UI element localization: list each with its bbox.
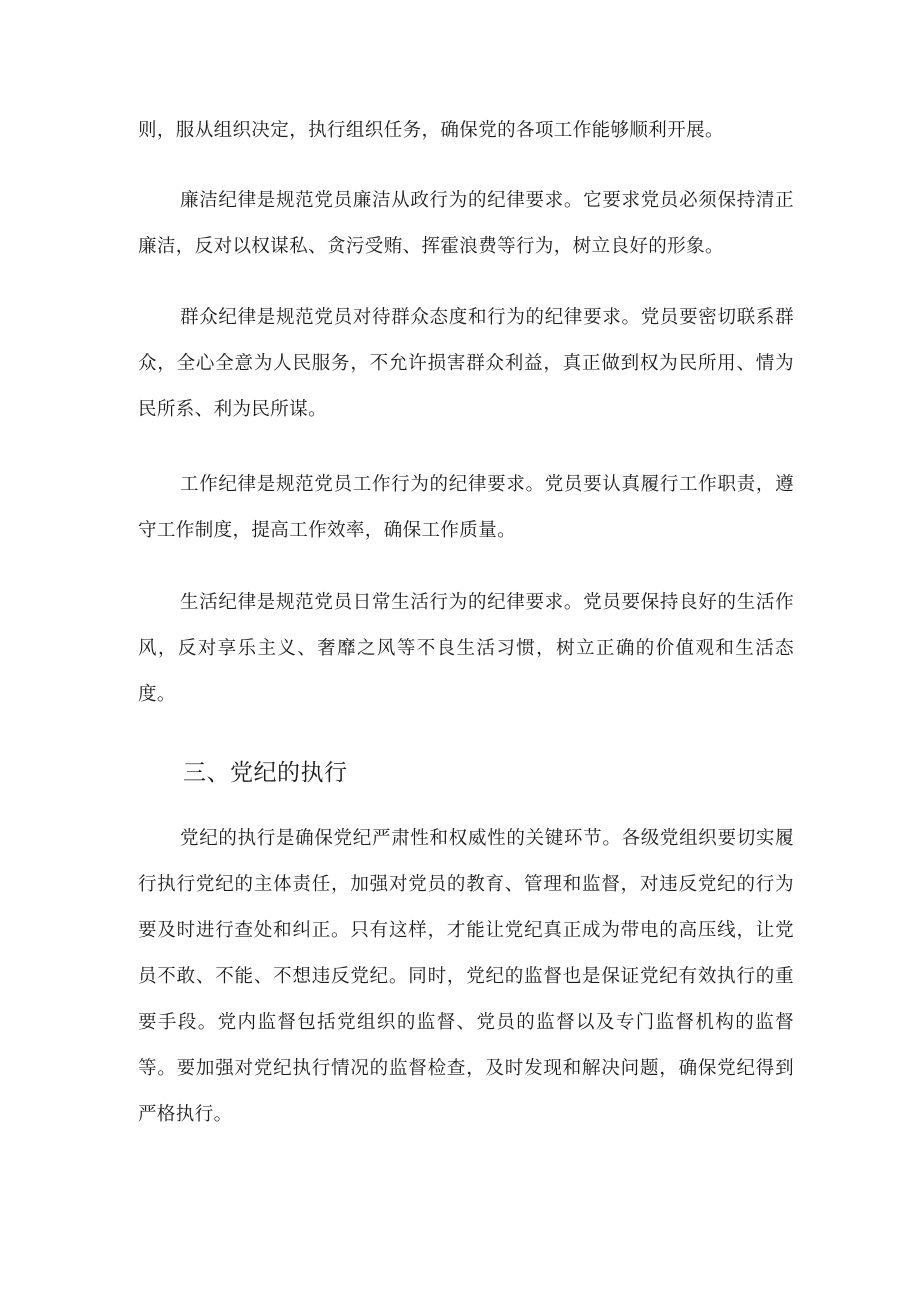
paragraph-life-discipline: 生活纪律是规范党员日常生活行为的纪律要求。党员要保持良好的生活作风，反对享乐主义、奢靡之风等不良生活习惯，树立正确的价值观和生活态度。	[138, 592, 794, 705]
section-heading: 三、党纪的执行	[183, 760, 348, 786]
paragraph-work-discipline: 工作纪律是规范党员工作行为的纪律要求。党员要认真履行工作职责，遵守工作制度，提高工作效率，确保工作质量。	[138, 474, 794, 541]
paragraph-continuation: 则，服从组织决定，执行组织任务，确保党的各项工作能够顺利开展。	[138, 120, 724, 141]
paragraph-integrity-discipline: 廉洁纪律是规范党员廉洁从政行为的纪律要求。它要求党员必须保持清正廉洁，反对以权谋私、贪污受贿、挥霍浪费等行为，树立良好的形象。	[138, 190, 794, 257]
paragraph-mass-discipline: 群众纪律是规范党员对待群众态度和行为的纪律要求。党员要密切联系群众，全心全意为人民服务，不允许损害群众利益，真正做到权为民所用、情为民所系、利为民所谋。	[138, 307, 794, 420]
paragraph-discipline-enforcement: 党纪的执行是确保党纪严肃性和权威性的关键环节。各级党组织要切实履行执行党纪的主体责任，加强对党员的教育、管理和监督，对违反党纪的行为要及时进行查处和纠正。只有这样，才能让党纪真正成为带电的高压线，让党员不敢、不能、不想违反党纪。同时，党纪的监督也是保证党纪有效执行的重要手段。党内监督包括党组织的监督、党员的监督以及专门监督机构的监督等。要加强对党纪执行情况的监督检查，及时发现和解决问题，确保党纪得到严格执行。	[138, 828, 794, 1125]
